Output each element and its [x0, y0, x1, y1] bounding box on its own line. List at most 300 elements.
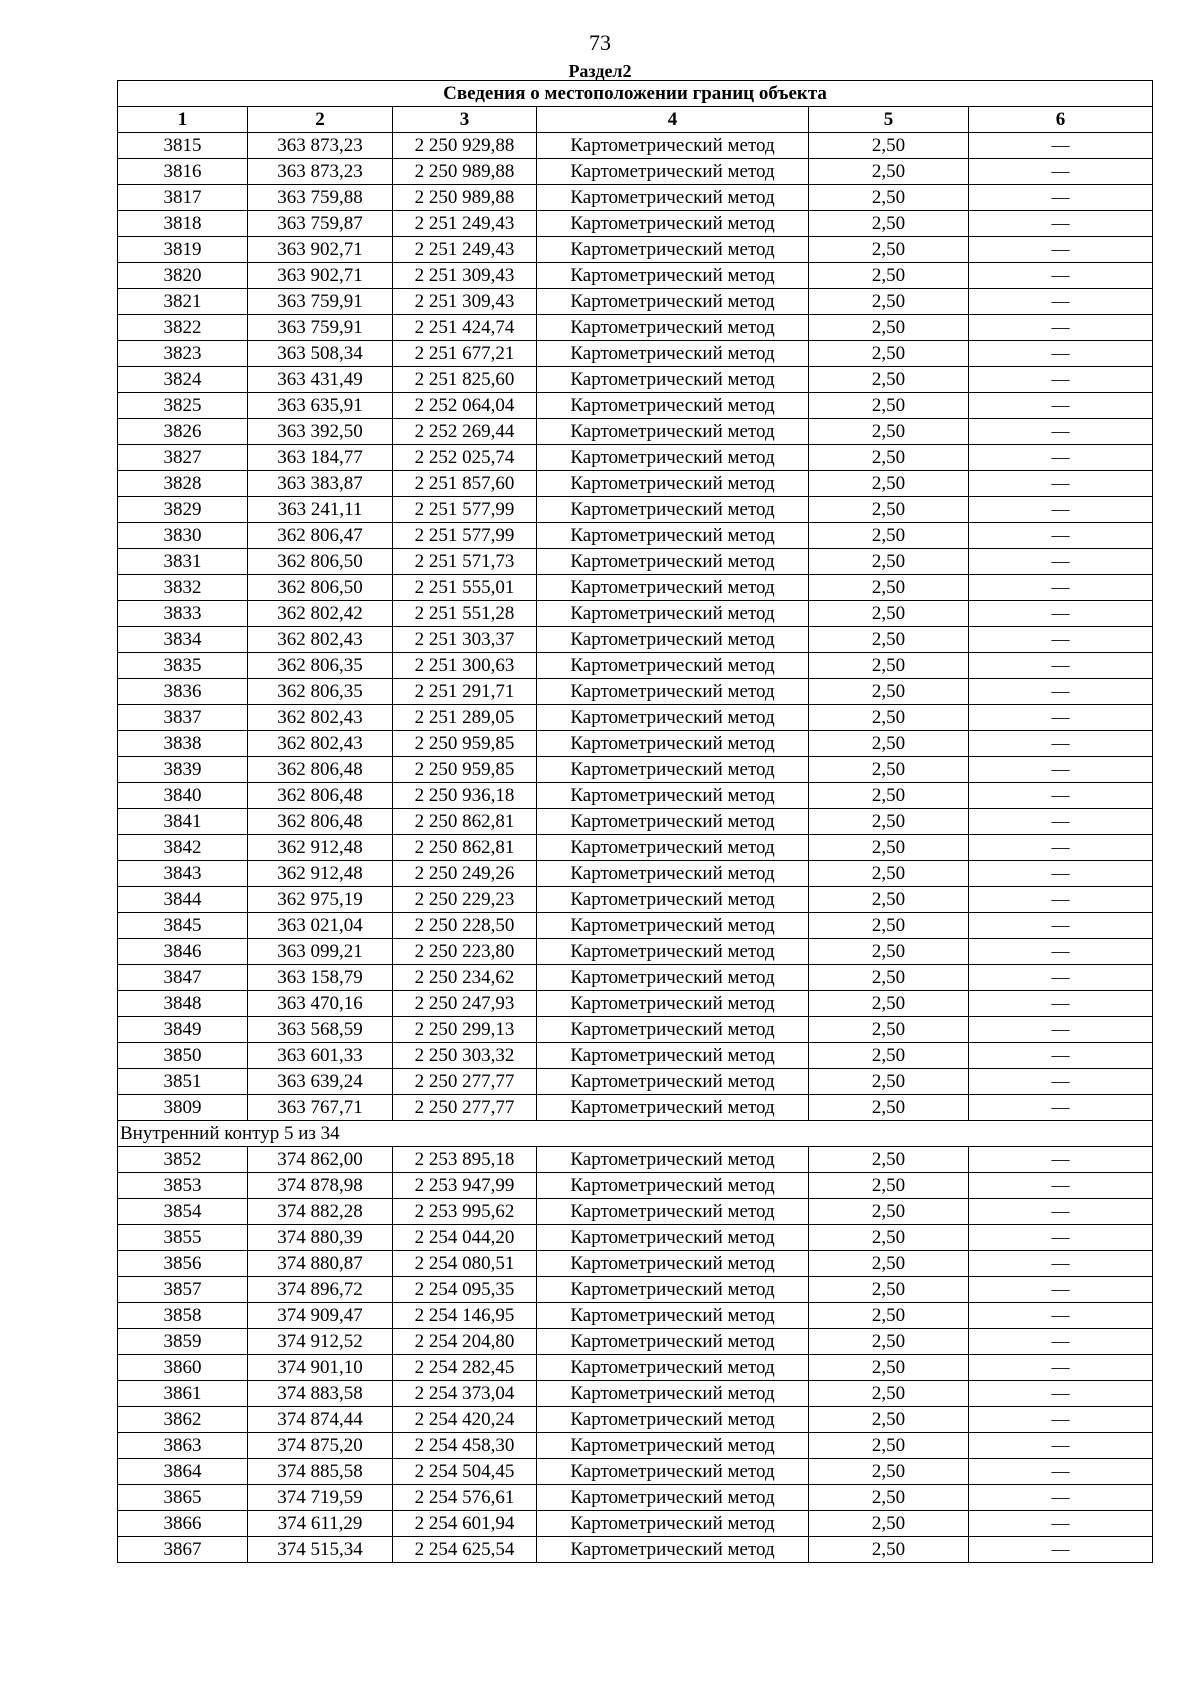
y-coordinate-cell: 2 250 228,50 — [393, 913, 537, 939]
x-coordinate-cell: 374 874,44 — [248, 1407, 393, 1433]
point-number-cell: 3822 — [118, 315, 248, 341]
table-row — [118, 211, 1153, 237]
accuracy-cell: 2,50 — [809, 1303, 969, 1329]
method-cell: Картометрический метод — [537, 1381, 809, 1407]
column-header: 2 — [248, 107, 393, 133]
x-coordinate-cell: 362 806,48 — [248, 757, 393, 783]
y-coordinate-cell: 2 251 555,01 — [393, 575, 537, 601]
description-cell: — — [969, 861, 1153, 887]
accuracy-cell: 2,50 — [809, 1433, 969, 1459]
y-coordinate-cell: 2 250 989,88 — [393, 185, 537, 211]
description-cell: — — [969, 1095, 1153, 1121]
accuracy-cell: 2,50 — [809, 1199, 969, 1225]
table-row — [118, 341, 1153, 367]
accuracy-cell: 2,50 — [809, 289, 969, 315]
point-number-cell: 3850 — [118, 1043, 248, 1069]
x-coordinate-cell: 374 880,39 — [248, 1225, 393, 1251]
method-cell: Картометрический метод — [537, 367, 809, 393]
x-coordinate-cell: 362 912,48 — [248, 835, 393, 861]
method-cell: Картометрический метод — [537, 887, 809, 913]
accuracy-cell: 2,50 — [809, 835, 969, 861]
method-cell: Картометрический метод — [537, 991, 809, 1017]
point-number-cell: 3831 — [118, 549, 248, 575]
method-cell: Картометрический метод — [537, 1537, 809, 1563]
table-row — [118, 497, 1153, 523]
table-row — [118, 263, 1153, 289]
table-row — [118, 419, 1153, 445]
x-coordinate-cell: 362 806,35 — [248, 653, 393, 679]
point-number-cell: 3827 — [118, 445, 248, 471]
accuracy-cell: 2,50 — [809, 913, 969, 939]
table-row — [118, 1147, 1153, 1173]
x-coordinate-cell: 362 806,48 — [248, 809, 393, 835]
description-cell: — — [969, 263, 1153, 289]
point-number-cell: 3867 — [118, 1537, 248, 1563]
description-cell: — — [969, 289, 1153, 315]
x-coordinate-cell: 374 909,47 — [248, 1303, 393, 1329]
description-cell: — — [969, 237, 1153, 263]
table-row — [118, 1043, 1153, 1069]
description-cell: — — [969, 1355, 1153, 1381]
accuracy-cell: 2,50 — [809, 315, 969, 341]
contour-label: Внутренний контур 5 из 34 — [118, 1121, 1153, 1147]
point-number-cell: 3839 — [118, 757, 248, 783]
point-number-cell: 3854 — [118, 1199, 248, 1225]
description-cell: — — [969, 757, 1153, 783]
table-row — [118, 1329, 1153, 1355]
point-number-cell: 3834 — [118, 627, 248, 653]
method-cell: Картометрический метод — [537, 1225, 809, 1251]
point-number-cell: 3861 — [118, 1381, 248, 1407]
table-title: Сведения о местоположении границ объекта — [118, 81, 1153, 107]
x-coordinate-cell: 363 759,88 — [248, 185, 393, 211]
y-coordinate-cell: 2 250 989,88 — [393, 159, 537, 185]
accuracy-cell: 2,50 — [809, 1537, 969, 1563]
accuracy-cell: 2,50 — [809, 1225, 969, 1251]
table-row — [118, 393, 1153, 419]
y-coordinate-cell: 2 250 299,13 — [393, 1017, 537, 1043]
point-number-cell: 3860 — [118, 1355, 248, 1381]
page-number: 73 — [589, 30, 611, 55]
x-coordinate-cell: 374 880,87 — [248, 1251, 393, 1277]
description-cell: — — [969, 601, 1153, 627]
description-cell: — — [969, 159, 1153, 185]
accuracy-cell: 2,50 — [809, 419, 969, 445]
description-cell: — — [969, 367, 1153, 393]
accuracy-cell: 2,50 — [809, 1043, 969, 1069]
method-cell: Картометрический метод — [537, 1277, 809, 1303]
method-cell: Картометрический метод — [537, 1303, 809, 1329]
point-number-cell: 3820 — [118, 263, 248, 289]
x-coordinate-cell: 362 975,19 — [248, 887, 393, 913]
section-label: Раздел2 — [568, 61, 632, 81]
description-cell: — — [969, 1225, 1153, 1251]
x-coordinate-cell: 363 902,71 — [248, 237, 393, 263]
description-cell: — — [969, 1017, 1153, 1043]
point-number-cell: 3836 — [118, 679, 248, 705]
accuracy-cell: 2,50 — [809, 783, 969, 809]
y-coordinate-cell: 2 254 282,45 — [393, 1355, 537, 1381]
accuracy-cell: 2,50 — [809, 393, 969, 419]
table-row — [118, 757, 1153, 783]
point-number-cell: 3832 — [118, 575, 248, 601]
table-row — [118, 1355, 1153, 1381]
x-coordinate-cell: 363 873,23 — [248, 159, 393, 185]
description-cell: — — [969, 523, 1153, 549]
column-header: 3 — [393, 107, 537, 133]
y-coordinate-cell: 2 254 504,45 — [393, 1459, 537, 1485]
accuracy-cell: 2,50 — [809, 1355, 969, 1381]
x-coordinate-cell: 362 806,50 — [248, 575, 393, 601]
point-number-cell: 3840 — [118, 783, 248, 809]
table-row — [118, 705, 1153, 731]
method-cell: Картометрический метод — [537, 705, 809, 731]
y-coordinate-cell: 2 253 995,62 — [393, 1199, 537, 1225]
method-cell: Картометрический метод — [537, 1069, 809, 1095]
accuracy-cell: 2,50 — [809, 471, 969, 497]
description-cell: — — [969, 315, 1153, 341]
description-cell: — — [969, 211, 1153, 237]
description-cell: — — [969, 549, 1153, 575]
table-row — [118, 835, 1153, 861]
table-row — [118, 939, 1153, 965]
x-coordinate-cell: 374 901,10 — [248, 1355, 393, 1381]
description-cell: — — [969, 341, 1153, 367]
x-coordinate-cell: 363 508,34 — [248, 341, 393, 367]
point-number-cell: 3817 — [118, 185, 248, 211]
description-cell: — — [969, 1199, 1153, 1225]
y-coordinate-cell: 2 250 862,81 — [393, 809, 537, 835]
method-cell: Картометрический метод — [537, 1329, 809, 1355]
table-row — [118, 133, 1153, 159]
point-number-cell: 3843 — [118, 861, 248, 887]
y-coordinate-cell: 2 254 601,94 — [393, 1511, 537, 1537]
y-coordinate-cell: 2 251 571,73 — [393, 549, 537, 575]
x-coordinate-cell: 374 878,98 — [248, 1173, 393, 1199]
table-row — [118, 1485, 1153, 1511]
table-row — [118, 1303, 1153, 1329]
description-cell: — — [969, 705, 1153, 731]
x-coordinate-cell: 374 885,58 — [248, 1459, 393, 1485]
description-cell: — — [969, 1511, 1153, 1537]
table-row — [118, 1095, 1153, 1121]
accuracy-cell: 2,50 — [809, 1511, 969, 1537]
accuracy-cell: 2,50 — [809, 211, 969, 237]
x-coordinate-cell: 363 635,91 — [248, 393, 393, 419]
method-cell: Картометрический метод — [537, 445, 809, 471]
description-cell: — — [969, 1043, 1153, 1069]
accuracy-cell: 2,50 — [809, 367, 969, 393]
y-coordinate-cell: 2 253 947,99 — [393, 1173, 537, 1199]
method-cell: Картометрический метод — [537, 315, 809, 341]
x-coordinate-cell: 374 882,28 — [248, 1199, 393, 1225]
description-cell: — — [969, 1251, 1153, 1277]
y-coordinate-cell: 2 252 025,74 — [393, 445, 537, 471]
description-cell: — — [969, 1407, 1153, 1433]
y-coordinate-cell: 2 251 289,05 — [393, 705, 537, 731]
accuracy-cell: 2,50 — [809, 1069, 969, 1095]
table-row — [118, 445, 1153, 471]
point-number-cell: 3865 — [118, 1485, 248, 1511]
point-number-cell: 3837 — [118, 705, 248, 731]
method-cell: Картометрический метод — [537, 471, 809, 497]
boundary-coordinates-table — [117, 80, 1153, 1563]
table-row — [118, 1199, 1153, 1225]
y-coordinate-cell: 2 254 080,51 — [393, 1251, 537, 1277]
point-number-cell: 3815 — [118, 133, 248, 159]
table-row — [118, 367, 1153, 393]
table-row — [118, 1173, 1153, 1199]
y-coordinate-cell: 2 251 577,99 — [393, 497, 537, 523]
y-coordinate-cell: 2 251 303,37 — [393, 627, 537, 653]
y-coordinate-cell: 2 254 146,95 — [393, 1303, 537, 1329]
description-cell: — — [969, 913, 1153, 939]
x-coordinate-cell: 363 873,23 — [248, 133, 393, 159]
x-coordinate-cell: 363 021,04 — [248, 913, 393, 939]
point-number-cell: 3833 — [118, 601, 248, 627]
description-cell: — — [969, 1173, 1153, 1199]
y-coordinate-cell: 2 250 223,80 — [393, 939, 537, 965]
accuracy-cell: 2,50 — [809, 653, 969, 679]
accuracy-cell: 2,50 — [809, 341, 969, 367]
x-coordinate-cell: 362 802,43 — [248, 627, 393, 653]
table-row — [118, 809, 1153, 835]
accuracy-cell: 2,50 — [809, 549, 969, 575]
contour-label-row — [118, 1121, 1153, 1147]
point-number-cell: 3838 — [118, 731, 248, 757]
y-coordinate-cell: 2 252 064,04 — [393, 393, 537, 419]
method-cell: Картометрический метод — [537, 1199, 809, 1225]
description-cell: — — [969, 393, 1153, 419]
y-coordinate-cell: 2 254 373,04 — [393, 1381, 537, 1407]
method-cell: Картометрический метод — [537, 627, 809, 653]
method-cell: Картометрический метод — [537, 575, 809, 601]
point-number-cell: 3864 — [118, 1459, 248, 1485]
x-coordinate-cell: 374 515,34 — [248, 1537, 393, 1563]
method-cell: Картометрический метод — [537, 211, 809, 237]
accuracy-cell: 2,50 — [809, 731, 969, 757]
x-coordinate-cell: 362 806,47 — [248, 523, 393, 549]
point-number-cell: 3849 — [118, 1017, 248, 1043]
point-number-cell: 3853 — [118, 1173, 248, 1199]
y-coordinate-cell: 2 251 424,74 — [393, 315, 537, 341]
point-number-cell: 3855 — [118, 1225, 248, 1251]
point-number-cell: 3841 — [118, 809, 248, 835]
y-coordinate-cell: 2 251 677,21 — [393, 341, 537, 367]
accuracy-cell: 2,50 — [809, 1173, 969, 1199]
method-cell: Картометрический метод — [537, 1485, 809, 1511]
table-title-row — [118, 81, 1153, 107]
accuracy-cell: 2,50 — [809, 575, 969, 601]
x-coordinate-cell: 363 639,24 — [248, 1069, 393, 1095]
x-coordinate-cell: 363 392,50 — [248, 419, 393, 445]
y-coordinate-cell: 2 254 044,20 — [393, 1225, 537, 1251]
method-cell: Картометрический метод — [537, 835, 809, 861]
accuracy-cell: 2,50 — [809, 185, 969, 211]
x-coordinate-cell: 374 719,59 — [248, 1485, 393, 1511]
description-cell: — — [969, 1069, 1153, 1095]
y-coordinate-cell: 2 250 303,32 — [393, 1043, 537, 1069]
method-cell: Картометрический метод — [537, 1017, 809, 1043]
method-cell: Картометрический метод — [537, 289, 809, 315]
description-cell: — — [969, 1329, 1153, 1355]
accuracy-cell: 2,50 — [809, 965, 969, 991]
y-coordinate-cell: 2 250 247,93 — [393, 991, 537, 1017]
description-cell: — — [969, 991, 1153, 1017]
point-number-cell: 3851 — [118, 1069, 248, 1095]
point-number-cell: 3821 — [118, 289, 248, 315]
x-coordinate-cell: 363 184,77 — [248, 445, 393, 471]
point-number-cell: 3844 — [118, 887, 248, 913]
accuracy-cell: 2,50 — [809, 1277, 969, 1303]
method-cell: Картометрический метод — [537, 523, 809, 549]
y-coordinate-cell: 2 250 929,88 — [393, 133, 537, 159]
y-coordinate-cell: 2 250 936,18 — [393, 783, 537, 809]
point-number-cell: 3826 — [118, 419, 248, 445]
description-cell: — — [969, 1303, 1153, 1329]
table-row — [118, 549, 1153, 575]
description-cell: — — [969, 1485, 1153, 1511]
description-cell: — — [969, 185, 1153, 211]
y-coordinate-cell: 2 251 825,60 — [393, 367, 537, 393]
table-row — [118, 471, 1153, 497]
method-cell: Картометрический метод — [537, 419, 809, 445]
accuracy-cell: 2,50 — [809, 1381, 969, 1407]
x-coordinate-cell: 362 802,43 — [248, 705, 393, 731]
y-coordinate-cell: 2 251 857,60 — [393, 471, 537, 497]
method-cell: Картометрический метод — [537, 757, 809, 783]
description-cell: — — [969, 653, 1153, 679]
description-cell: — — [969, 835, 1153, 861]
table-row — [118, 289, 1153, 315]
y-coordinate-cell: 2 250 229,23 — [393, 887, 537, 913]
description-cell: — — [969, 471, 1153, 497]
description-cell: — — [969, 445, 1153, 471]
table-row — [118, 1017, 1153, 1043]
description-cell: — — [969, 1433, 1153, 1459]
point-number-cell: 3852 — [118, 1147, 248, 1173]
x-coordinate-cell: 374 883,58 — [248, 1381, 393, 1407]
y-coordinate-cell: 2 250 277,77 — [393, 1095, 537, 1121]
point-number-cell: 3816 — [118, 159, 248, 185]
description-cell: — — [969, 887, 1153, 913]
table-row — [118, 315, 1153, 341]
table-row — [118, 887, 1153, 913]
accuracy-cell: 2,50 — [809, 1407, 969, 1433]
accuracy-cell: 2,50 — [809, 1459, 969, 1485]
x-coordinate-cell: 362 802,43 — [248, 731, 393, 757]
x-coordinate-cell: 363 568,59 — [248, 1017, 393, 1043]
y-coordinate-cell: 2 251 309,43 — [393, 289, 537, 315]
description-cell: — — [969, 1537, 1153, 1563]
description-cell: — — [969, 1459, 1153, 1485]
method-cell: Картометрический метод — [537, 809, 809, 835]
description-cell: — — [969, 497, 1153, 523]
y-coordinate-cell: 2 252 269,44 — [393, 419, 537, 445]
method-cell: Картометрический метод — [537, 1043, 809, 1069]
table-row — [118, 523, 1153, 549]
accuracy-cell: 2,50 — [809, 1329, 969, 1355]
table-row — [118, 861, 1153, 887]
point-number-cell: 3856 — [118, 1251, 248, 1277]
accuracy-cell: 2,50 — [809, 757, 969, 783]
method-cell: Картометрический метод — [537, 939, 809, 965]
accuracy-cell: 2,50 — [809, 627, 969, 653]
column-header: 1 — [118, 107, 248, 133]
x-coordinate-cell: 362 912,48 — [248, 861, 393, 887]
point-number-cell: 3842 — [118, 835, 248, 861]
y-coordinate-cell: 2 250 277,77 — [393, 1069, 537, 1095]
method-cell: Картометрический метод — [537, 1251, 809, 1277]
y-coordinate-cell: 2 251 577,99 — [393, 523, 537, 549]
method-cell: Картометрический метод — [537, 237, 809, 263]
y-coordinate-cell: 2 254 458,30 — [393, 1433, 537, 1459]
table-row — [118, 575, 1153, 601]
method-cell: Картометрический метод — [537, 1355, 809, 1381]
accuracy-cell: 2,50 — [809, 705, 969, 731]
method-cell: Картометрический метод — [537, 653, 809, 679]
table-row — [118, 679, 1153, 705]
description-cell: — — [969, 1277, 1153, 1303]
description-cell: — — [969, 965, 1153, 991]
description-cell: — — [969, 731, 1153, 757]
table-row — [118, 237, 1153, 263]
table-body — [118, 133, 1153, 1563]
y-coordinate-cell: 2 250 959,85 — [393, 731, 537, 757]
column-header: 5 — [809, 107, 969, 133]
table-row — [118, 731, 1153, 757]
method-cell: Картометрический метод — [537, 1173, 809, 1199]
accuracy-cell: 2,50 — [809, 1485, 969, 1511]
accuracy-cell: 2,50 — [809, 1017, 969, 1043]
accuracy-cell: 2,50 — [809, 679, 969, 705]
column-header: 4 — [537, 107, 809, 133]
x-coordinate-cell: 374 912,52 — [248, 1329, 393, 1355]
x-coordinate-cell: 363 759,91 — [248, 315, 393, 341]
x-coordinate-cell: 362 806,50 — [248, 549, 393, 575]
description-cell: — — [969, 419, 1153, 445]
method-cell: Картометрический метод — [537, 393, 809, 419]
table-row — [118, 1251, 1153, 1277]
x-coordinate-cell: 363 759,87 — [248, 211, 393, 237]
point-number-cell: 3823 — [118, 341, 248, 367]
method-cell: Картометрический метод — [537, 1459, 809, 1485]
accuracy-cell: 2,50 — [809, 1147, 969, 1173]
table-row — [118, 913, 1153, 939]
point-number-cell: 3819 — [118, 237, 248, 263]
accuracy-cell: 2,50 — [809, 237, 969, 263]
method-cell: Картометрический метод — [537, 861, 809, 887]
table-row — [118, 1277, 1153, 1303]
accuracy-cell: 2,50 — [809, 1251, 969, 1277]
accuracy-cell: 2,50 — [809, 861, 969, 887]
method-cell: Картометрический метод — [537, 185, 809, 211]
y-coordinate-cell: 2 250 234,62 — [393, 965, 537, 991]
y-coordinate-cell: 2 254 625,54 — [393, 1537, 537, 1563]
table-row — [118, 653, 1153, 679]
point-number-cell: 3857 — [118, 1277, 248, 1303]
description-cell: — — [969, 575, 1153, 601]
table-row — [118, 1407, 1153, 1433]
point-number-cell: 3845 — [118, 913, 248, 939]
accuracy-cell: 2,50 — [809, 1095, 969, 1121]
table-row — [118, 965, 1153, 991]
y-coordinate-cell: 2 254 420,24 — [393, 1407, 537, 1433]
y-coordinate-cell: 2 250 959,85 — [393, 757, 537, 783]
table-row — [118, 159, 1153, 185]
method-cell: Картометрический метод — [537, 679, 809, 705]
point-number-cell: 3859 — [118, 1329, 248, 1355]
